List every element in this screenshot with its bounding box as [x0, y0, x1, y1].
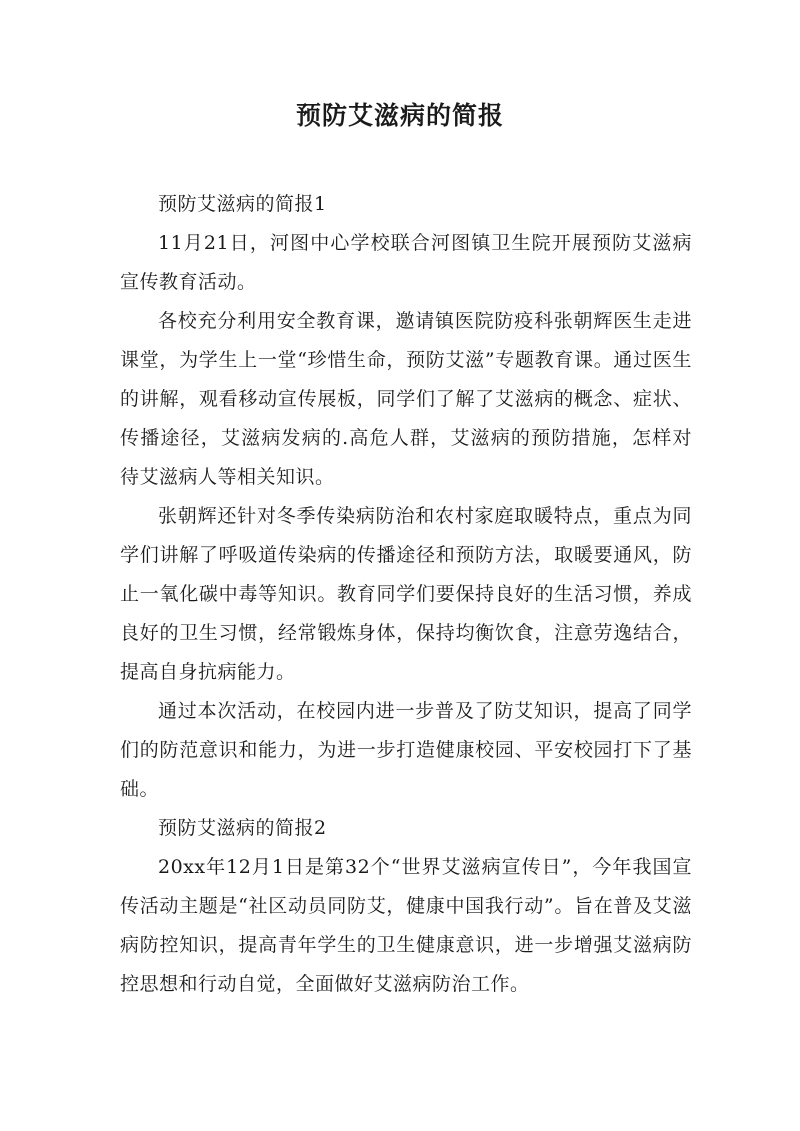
paragraph: 张朝辉还针对冬季传染病防治和农村家庭取暖特点，重点为同学们讲解了呼吸道传染病的传播途径和预防方法，取暖要通风，防止一氧化碳中毒等知识。教育同学们要保持良好的生活习惯，养成良好的卫生习惯，经常锻炼身体，保持均衡饮食，注意劳逸结合，提高自身抗病能力。	[120, 505, 692, 683]
paragraph: 通过本次活动，在校园内进一步普及了防艾知识，提高了同学们的防范意识和能力，为进一步打造健康校园、平安校园打下了基础。	[120, 700, 692, 800]
section-heading-1: 预防艾滋病的简报1	[158, 193, 327, 215]
paragraph: 20xx年12月1日是第32个“世界艾滋病宣传日”，今年我国宣传活动主题是“社区动员同防艾，健康中国我行动”。旨在普及艾滋病防控知识，提高青年学生的卫生健康意识，进一步增强艾滋病防控思想和行动自觉，全面做好艾滋病防治工作。	[120, 856, 692, 995]
paragraph: 各校充分利用安全教育课，邀请镇医院防疫科张朝辉医生走进课堂，为学生上一堂“珍惜生命，预防艾滋”专题教育课。通过医生的讲解，观看移动宣传展板，同学们了解了艾滋病的概念、症状、传播途径，艾滋病发病的.高危人群，艾滋病的预防措施，怎样对待艾滋病人等相关知识。	[120, 310, 692, 488]
paragraph: 11月21日，河图中心学校联合河图镇卫生院开展预防艾滋病宣传教育活动。	[120, 232, 692, 293]
document-body	[120, 185, 692, 1004]
section-heading-2: 预防艾滋病的简报2	[158, 817, 327, 839]
page-title: 预防艾滋病的简报	[295, 101, 504, 130]
